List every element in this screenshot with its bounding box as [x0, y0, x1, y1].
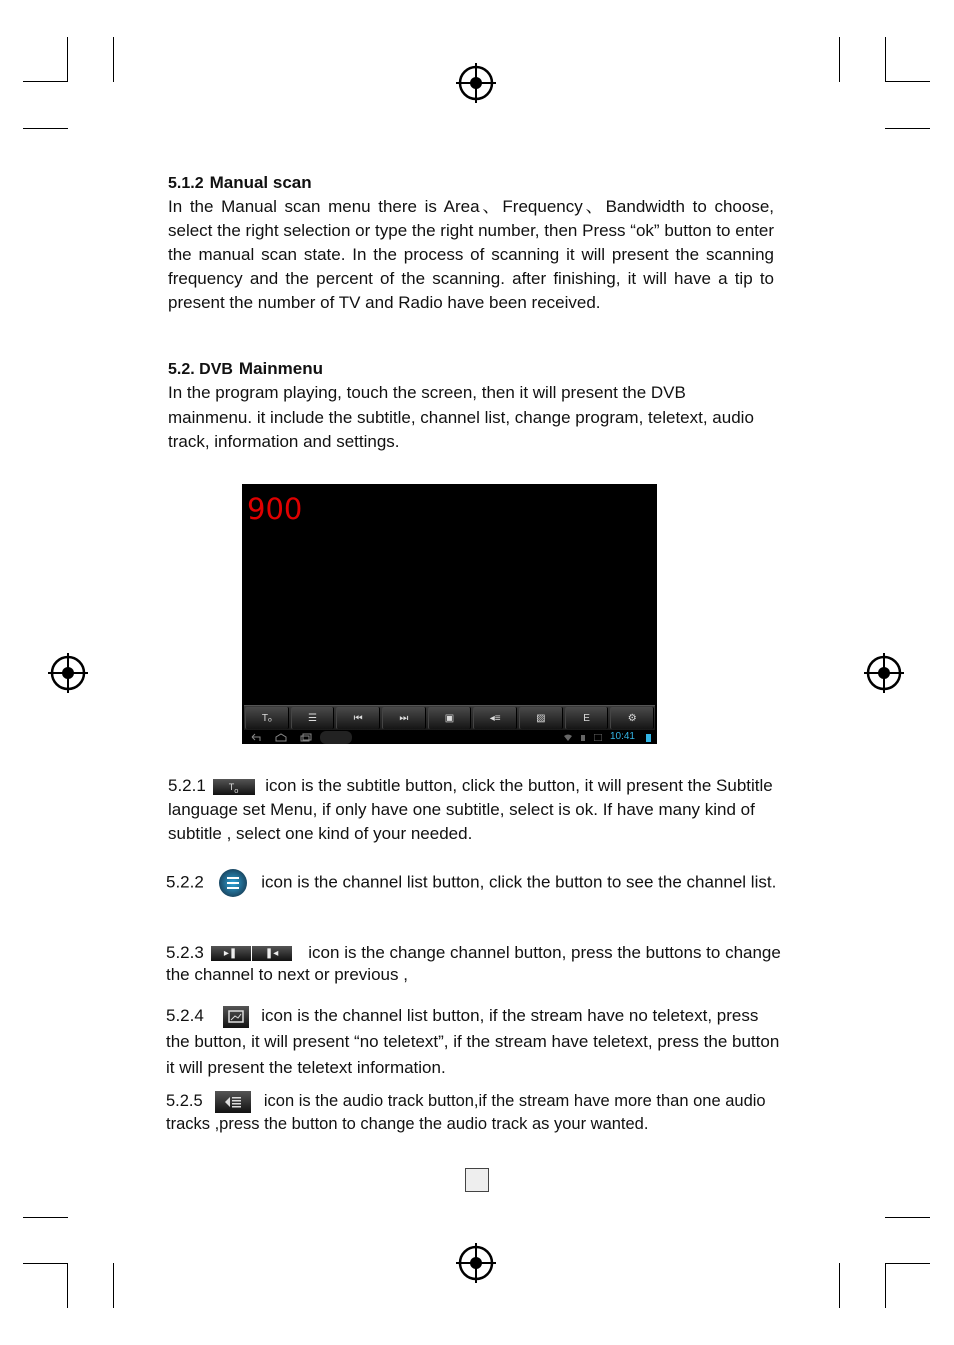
channel-number: 900	[247, 492, 303, 526]
recent-apps-icon[interactable]	[300, 733, 312, 742]
next-icon[interactable]: ⏭	[382, 707, 426, 729]
section-heading-manual-scan: 5.1.2 Manual scan	[168, 173, 312, 192]
item-number: 5.2.4	[166, 1006, 204, 1025]
item-number: 5.2.2	[166, 872, 204, 892]
subtitle-button-icon: $T_o$	[213, 779, 255, 795]
crop-mark	[67, 1263, 68, 1308]
battery-icon	[646, 733, 651, 742]
item-5-2-3	[166, 942, 786, 986]
item-5-2-2	[166, 869, 786, 897]
item-number: 5.2.5	[166, 1092, 203, 1110]
crop-mark	[23, 1217, 68, 1218]
wifi-icon	[564, 734, 572, 741]
item-5-2-4	[166, 1003, 786, 1081]
item-5-2-1	[168, 774, 788, 846]
android-system-bar	[242, 731, 657, 744]
teletext-icon[interactable]: ▣	[428, 707, 472, 729]
crop-mark	[839, 1263, 840, 1308]
epg-icon[interactable]: E	[565, 707, 609, 729]
screenshot-icon[interactable]	[320, 731, 352, 744]
registration-mark-icon	[456, 1243, 496, 1283]
manual-scan-paragraph: In the Manual scan menu there is Area、Frequency、Bandwidth to choose, select the right selection or type the right number, then Press “ok” button to enter the manual scan state. In the process of scanning it will present the scanning frequency and the percent of the scanning. after finishing, it will have a tip to present the number of TV and Radio have been received.	[168, 197, 774, 312]
back-icon[interactable]	[250, 733, 262, 742]
crop-mark	[885, 1263, 886, 1308]
registration-mark-icon	[48, 653, 88, 693]
previous-button-icon: ❚◂	[252, 946, 292, 961]
page-number-box	[465, 1168, 489, 1192]
channel-list-icon[interactable]: ☰	[291, 707, 335, 729]
crop-mark	[23, 1263, 68, 1264]
crop-mark	[113, 1263, 114, 1308]
item-text: icon is the channel list button, if the stream have no teletext, press the button, it will present “no teletext”, if the stream have teletext, press the button it will present the teletext information.	[166, 1006, 780, 1077]
usb-icon	[580, 734, 586, 741]
crop-mark	[885, 81, 930, 82]
previous-icon[interactable]: ⏮	[336, 707, 380, 729]
image-notification-icon	[594, 734, 602, 741]
crop-mark	[23, 81, 68, 82]
audio-track-button-icon	[215, 1091, 251, 1113]
crop-mark	[885, 1217, 930, 1218]
channel-list-button-icon	[219, 869, 247, 897]
crop-mark	[23, 128, 68, 129]
item-text: icon is the subtitle button, click the button, it will present the Subtitle language set Menu, if only have one subtitle, select is ok. If have many kind of subtitle , select one kind of your needed.	[168, 776, 773, 843]
dvb-toolbar	[244, 705, 655, 730]
crop-mark	[839, 37, 840, 82]
section-heading-dvb-mainmenu: 5.2. DVB Mainmenu	[168, 359, 323, 378]
crop-mark	[885, 1263, 930, 1264]
item-number: 5.2.3	[166, 943, 204, 962]
item-text: icon is the audio track button,if the stream have more than one audio tracks ,press the button to change the audio track as your wanted.	[166, 1092, 766, 1133]
crop-mark	[885, 128, 930, 129]
information-icon[interactable]: ▨	[519, 707, 563, 729]
dvb-mainmenu-paragraph: In the program playing, touch the screen, then it will present the DVB mainmenu. it include the subtitle, channel list, change program, teletext, audio track, information and settings.	[168, 383, 754, 451]
audio-track-icon[interactable]: ◂≡	[473, 707, 517, 729]
item-text: icon is the channel list button, click the button to see the channel list.	[261, 872, 777, 892]
item-number: 5.2.1	[168, 776, 206, 795]
crop-mark	[885, 37, 886, 82]
settings-icon[interactable]: ⚙	[610, 707, 654, 729]
next-button-icon: ▸❚	[211, 946, 251, 961]
crop-mark	[113, 37, 114, 82]
subtitle-icon[interactable]: Tₒ	[245, 707, 289, 729]
item-text: icon is the change channel button, press the buttons to change the channel to next or previous ,	[166, 943, 781, 984]
item-5-2-5	[166, 1090, 786, 1135]
teletext-button-icon	[223, 1006, 249, 1028]
status-clock: 10:41	[609, 731, 635, 742]
registration-mark-icon	[864, 653, 904, 693]
home-icon[interactable]	[275, 733, 287, 742]
registration-mark-icon	[456, 63, 496, 103]
dvb-player-screenshot	[242, 484, 657, 744]
crop-mark	[67, 37, 68, 82]
